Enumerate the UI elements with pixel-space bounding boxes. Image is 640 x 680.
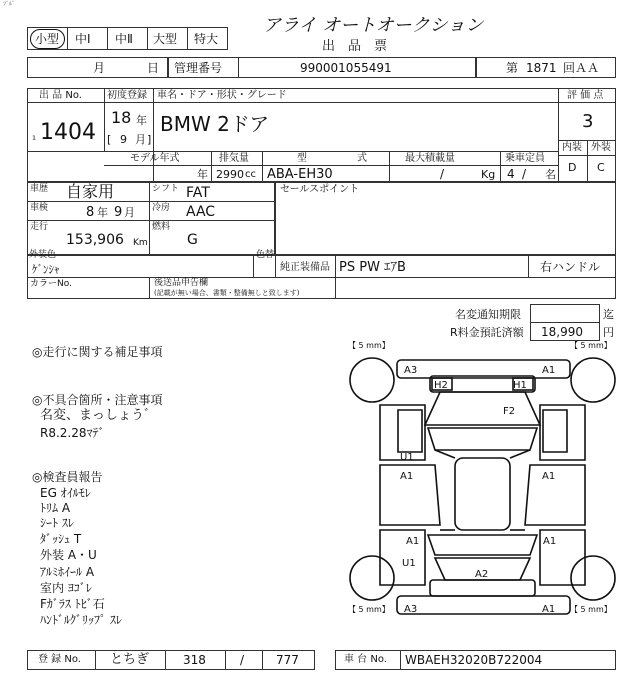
mark-u1-bottom: U1 [402,558,416,569]
tire-label-fr: 【 5 mm】 [570,341,612,350]
equipment-label: 純正装備品 [280,262,330,273]
mark-a1-right-bottom: A1 [543,536,557,547]
registration-number: 777 [276,653,299,667]
issue-line: R8.2.28ﾏﾃﾞ [40,426,105,440]
inspector-line: ﾄﾘﾑ A [40,501,71,515]
ac: AAC [186,204,216,220]
equipment: PS PW ｴｱB [339,260,406,275]
company-name: アライ オートオークション [263,15,484,36]
recycle-amount: 18,990 [541,325,583,339]
mileage-label: 走行 [30,222,49,232]
inspector-line: Fｶﾞﾗｽ ﾄﾋﾞ石 [40,597,105,611]
shift-label: シフト [152,184,180,194]
ac-label: 冷房 [152,203,171,213]
model-type-label: 型 式 [297,153,367,164]
registration-label: 登 録 No. [38,654,81,665]
lot-number: 1404 [40,120,96,145]
tire-label-rl: 【 5 mm】 [348,605,390,614]
inspection-year-unit: 年 [97,206,108,219]
inspector-line: ｱﾙﾐﾎｲｰﾙ A [40,565,95,579]
steering: 右ハンドル [540,260,601,274]
score-label: 評 価 点 [567,90,604,101]
mark-top-right: A1 [542,365,556,376]
mark-bottom-left: A3 [404,604,418,615]
inspector-line: 外装 A・U [40,548,97,562]
session-suffix: 回ＡＡ [563,61,600,75]
size-class-0: 小型 [35,32,60,46]
document-title: 出 品 票 [322,39,388,54]
reg-month-close: ] [147,133,152,146]
inspection-year: 8 [86,205,95,220]
inspector-title: ◎検査員報告 [32,470,103,484]
session-number: 1871 [526,61,557,75]
mark-u1-top: U1 [400,452,414,463]
exterior-grade: C [597,161,605,174]
management-label: 管理番号 [174,61,223,75]
fuel: G [187,232,198,248]
chassis-label: 車 台 No. [344,654,387,665]
mark-h1: H1 [513,380,527,391]
supplement-title: ◎走行に関する補足事項 [32,345,163,359]
color-change-label: 色替 [256,250,275,260]
month-unit: 月 [135,133,146,146]
mark-a1-right-top: A1 [542,471,556,482]
capacity-label: 乗車定員 [505,153,545,164]
interior-grade: D [568,161,577,174]
management-number: 990001055491 [300,61,392,75]
inspector-line: ﾊﾝﾄﾞﾙｸﾞﾘｯﾌﾟ ｽﾚ [40,613,122,627]
recycle-label: R料金預託済額 [450,326,524,339]
issues-title: ◎不具合箇所・注意事項 [32,393,163,407]
score: 3 [582,111,594,132]
capacity: 4 [507,167,515,181]
ext-color-label: 外装色 [29,250,57,260]
tire-front-left [350,358,394,402]
interior-label: 内装 [562,142,582,153]
model-year-unit: 年 [197,168,208,181]
month-label: 月 [93,61,106,75]
inspector-line: ｼｰﾄ ｽﾚ [40,516,74,530]
mileage-unit: Km [133,238,148,248]
name-change-suffix: 迄 [603,308,614,321]
registration-separator: / [240,653,245,667]
capacity-unit: 名 [545,168,556,181]
issue-line: 名変、まっしょうﾞ [40,408,151,423]
inspection-month: 9 [114,205,123,220]
inspection-month-unit: 月 [124,206,135,219]
fuel-label: 燃料 [152,222,171,232]
first-registration-month: 9 [120,133,127,146]
usage-label: 車歴 [30,184,49,194]
displacement-unit: cc [245,169,256,180]
registration-region: とちぎ [110,652,150,667]
first-registration-label: 初度登録 [107,90,147,101]
tire-label-fl: 【 5 mm】 [348,341,390,350]
mark-bottom-right: A1 [542,604,556,615]
car-diagram [340,340,620,620]
inspection-label: 車検 [30,203,49,213]
registration-class: 318 [183,653,206,667]
inspector-line: EG ｵｲﾙﾓﾚ [40,486,91,500]
mark-a2: A2 [475,569,489,580]
session-prefix: 第 [506,61,519,75]
car-name: BMW 2ドア [160,112,270,136]
model-year-label: モデル年式 [130,153,180,164]
shipping-label: 後送品申告欄 [154,278,209,288]
lot-prefix: ¹ [32,135,37,146]
displacement-label: 排気量 [219,153,249,164]
first-registration-year: 18 [111,108,132,127]
max-load-unit: Kg [481,168,496,181]
displacement: 2990 [216,168,244,181]
tire-rear-left [350,556,394,600]
recycle-unit: 円 [603,326,614,339]
vehicle-box [27,182,275,255]
capacity-sep: / [522,167,527,181]
tire-front-right [571,358,615,402]
car-name-label: 車名・ドア・形状・グレード [157,90,287,101]
mark-top-left: A3 [404,365,418,376]
day-label: 日 [147,61,160,75]
model-type: ABA-EH30 [267,167,333,182]
lot-number-label: 出 品 No. [39,90,82,101]
corner-mark: ﾌﾞﾙﾞ [3,1,16,8]
inspector-line: 室内 ﾖｺﾞﾚ [40,581,92,595]
color-no-label: カラーNo. [30,279,72,289]
ext-color: ｹﾞﾝｼｬ [32,263,60,276]
year-unit: 年 [136,114,147,127]
mark-a1-left-bottom: A1 [406,536,420,547]
chassis-number: WBAEH32020B722004 [405,653,543,667]
tire-label-rr: 【 5 mm】 [570,605,612,614]
max-load: / [440,167,445,181]
usage: 自家用 [66,182,115,201]
size-class-3: 大型 [153,32,178,46]
mileage: 153,906 [66,232,124,248]
max-load-label: 最大積載量 [405,153,455,164]
mark-f2: F2 [503,406,516,417]
reg-month-open: [ [107,133,112,146]
inspector-line: ﾀﾞｯｼｭ T [40,532,82,546]
mark-a1-left-top: A1 [400,471,414,482]
size-class-2: 中Ⅱ [115,32,133,46]
size-class-1: 中Ⅰ [75,32,91,46]
shipping-note: (記載が無い場合、書類・整備無しと致します) [154,289,300,297]
mark-h2: H2 [434,380,448,391]
exterior-label: 外装 [591,142,611,153]
size-class-4: 特大 [194,32,219,46]
name-change-label: 名変通知期限 [455,308,521,321]
tire-rear-right [571,556,615,600]
sales-point-label: セールスポイント [280,184,360,195]
shift: FAT [186,185,210,201]
